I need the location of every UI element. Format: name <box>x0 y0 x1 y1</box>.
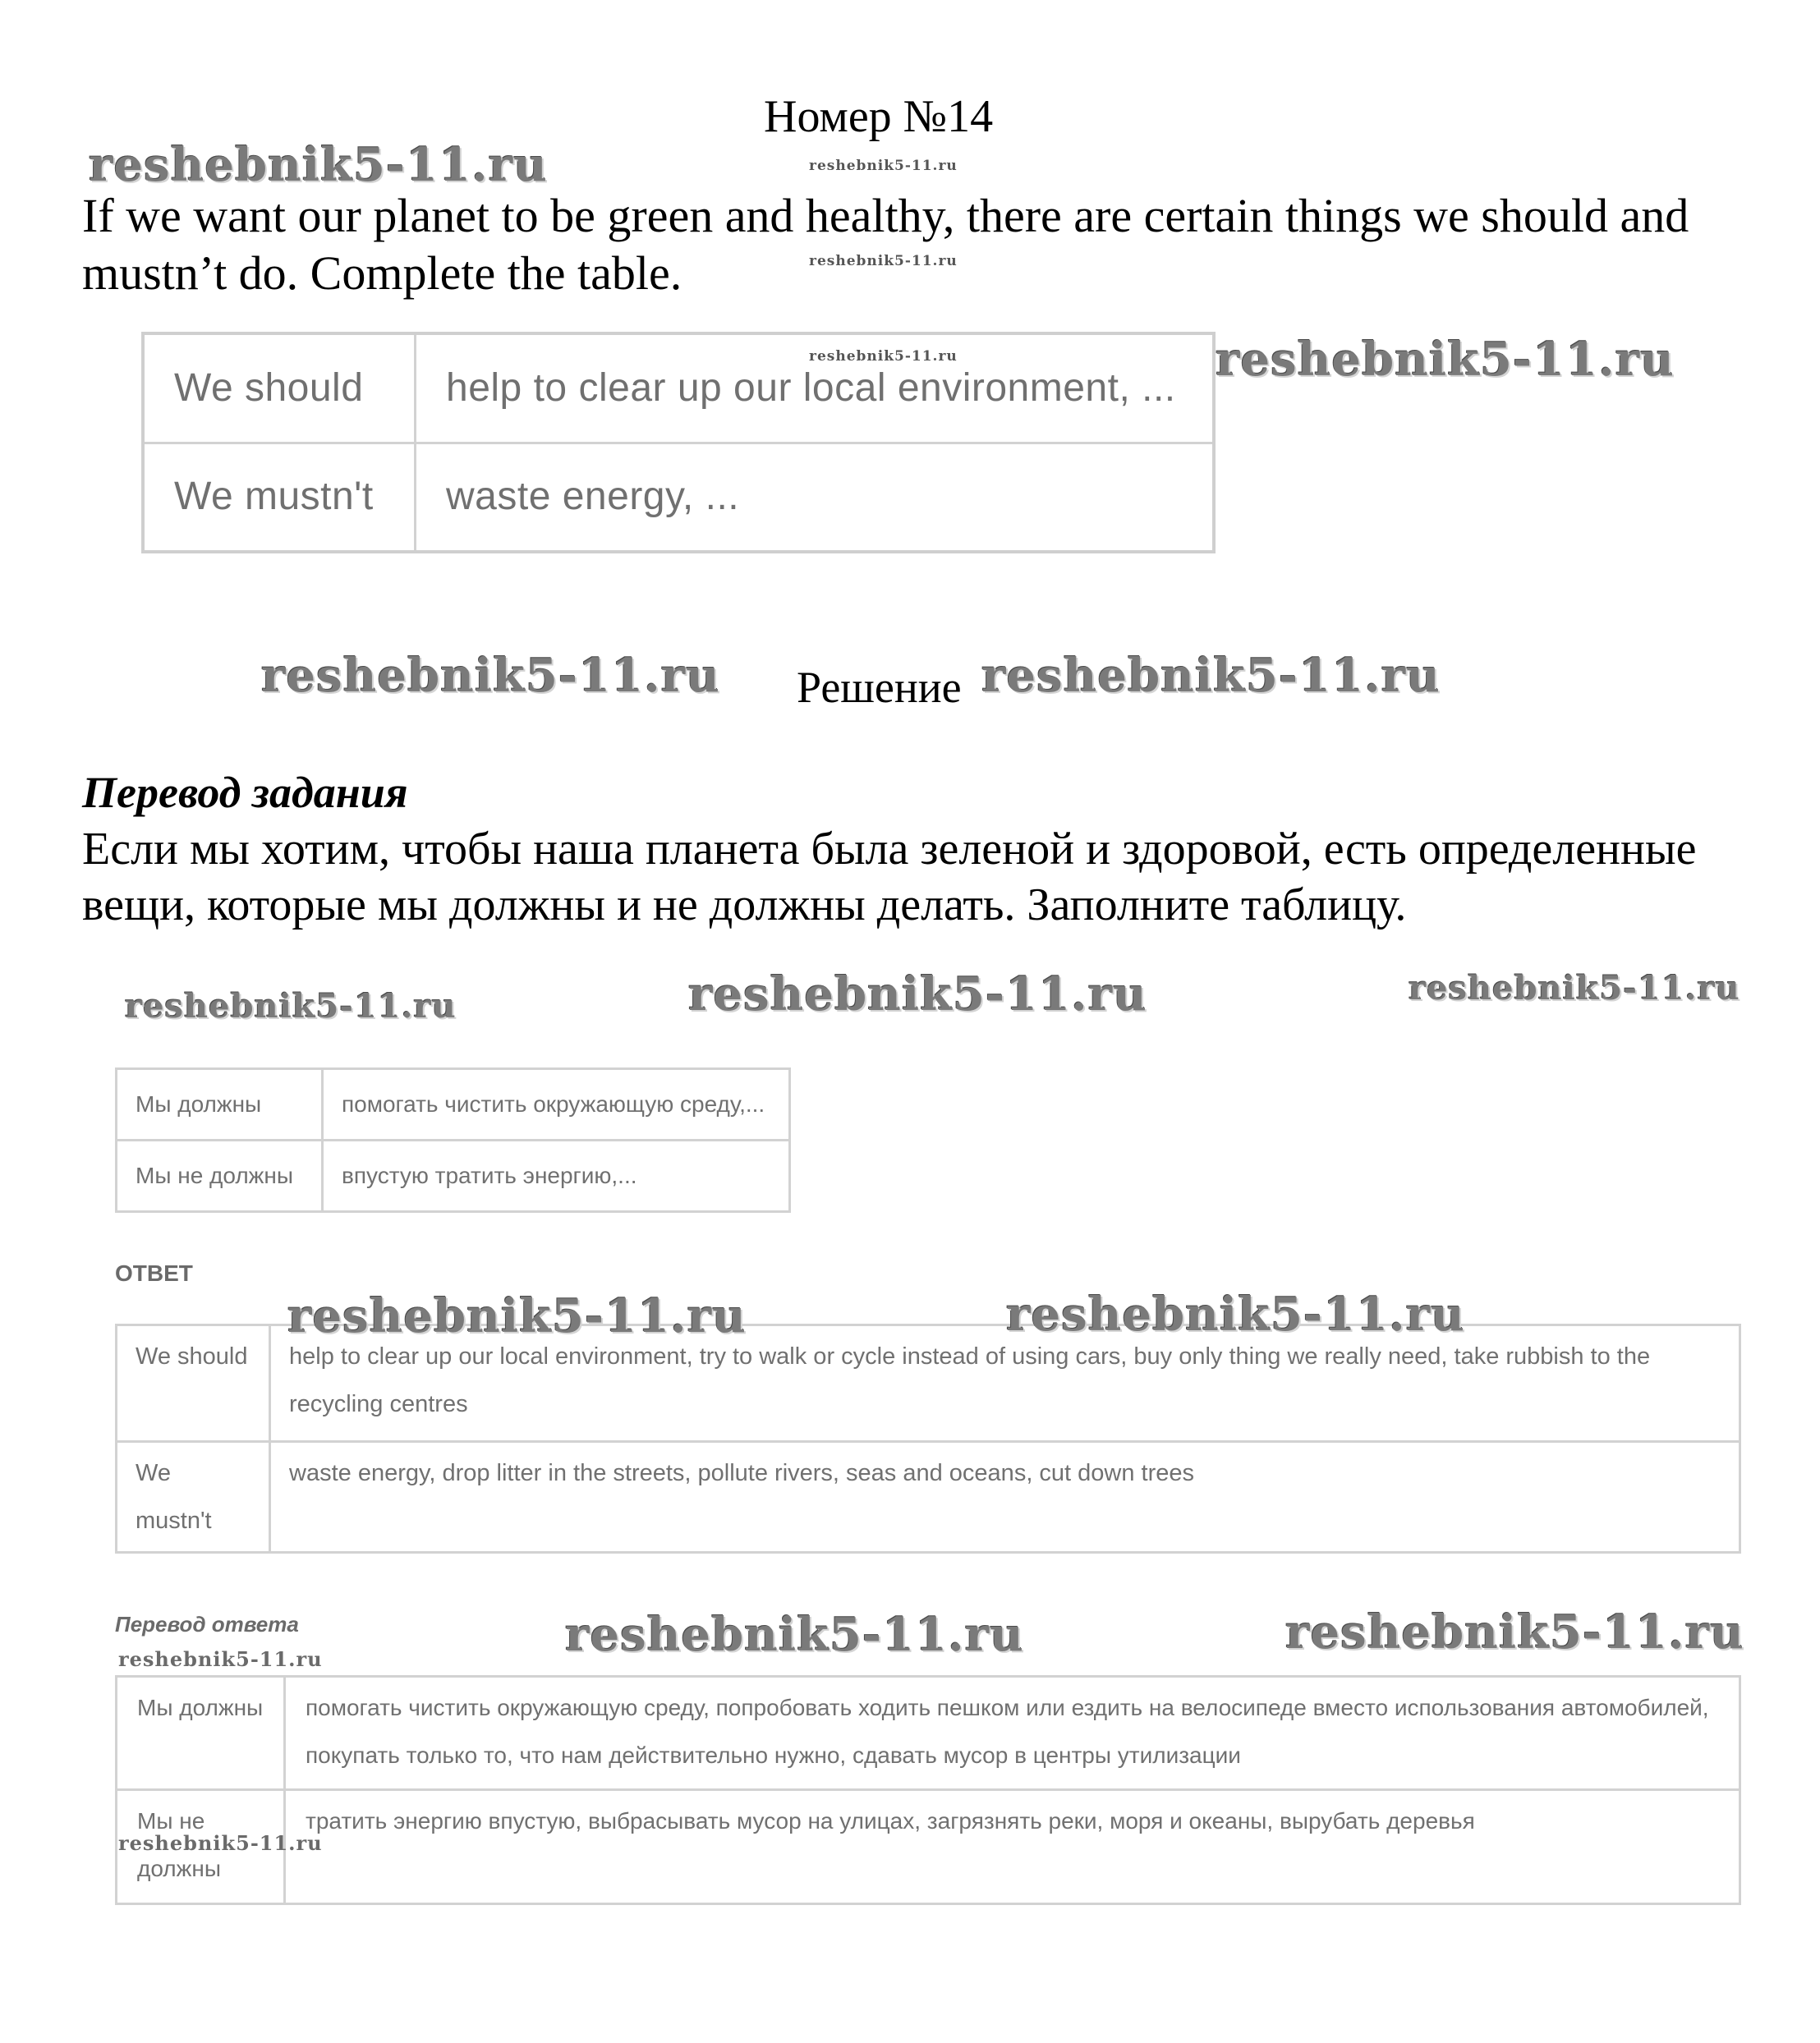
table-row <box>117 1790 1740 1904</box>
answer-table-en <box>115 1324 1741 1554</box>
row-text: help to clear up our local environment, try to walk or cycle instead of using cars, buy only thing we really need, take rubbish to the recycling centres <box>270 1325 1740 1442</box>
row-label: Мы не должны <box>117 1790 285 1904</box>
watermark: reshebnik5-11.ru <box>809 158 958 174</box>
row-text: waste energy, drop litter in the streets, pollute rivers, seas and oceans, cut down trees <box>270 1442 1740 1553</box>
answer-translation-label: Перевод ответа <box>115 1612 299 1637</box>
row-text: help to clear up our local environment, ... <box>416 333 1215 443</box>
row-label: Мы должны <box>117 1677 285 1790</box>
row-label: We should <box>117 1325 270 1442</box>
row-text: помогать чистить окружающую среду, попробовать ходить пешком или ездить на велосипеде вместо использования автомобилей, покупать только то, что нам действительно нужно, сдавать мусор в центры утилизации <box>285 1677 1740 1790</box>
table-row <box>117 1069 790 1141</box>
watermark: reshebnik5-11.ru <box>1006 1288 1465 1342</box>
watermark: reshebnik5-11.ru <box>809 348 958 365</box>
table-row <box>143 333 1214 443</box>
watermark: reshebnik5-11.ru <box>118 1647 323 1671</box>
row-text: waste energy, ... <box>416 443 1215 552</box>
watermark: reshebnik5-11.ru <box>809 253 958 269</box>
row-label: We mustn't <box>143 443 416 552</box>
table-row <box>117 1677 1740 1790</box>
watermark: reshebnik5-11.ru <box>1216 333 1675 387</box>
table-row <box>117 1141 790 1212</box>
row-label: Мы не должны <box>117 1141 323 1212</box>
translation-heading: Перевод задания <box>82 768 408 817</box>
watermark: reshebnik5-11.ru <box>89 138 548 192</box>
row-text: помогать чистить окружающую среду,... <box>323 1069 790 1141</box>
watermark: reshebnik5-11.ru <box>1285 1605 1744 1660</box>
row-text: впустую тратить энергию,... <box>323 1141 790 1212</box>
row-label: Мы должны <box>117 1069 323 1141</box>
page-title: Номер №14 <box>764 91 994 142</box>
table-row <box>117 1442 1740 1553</box>
watermark: reshebnik5-11.ru <box>287 1289 747 1343</box>
task-table-ru <box>115 1067 791 1213</box>
answer-label: ОТВЕТ <box>115 1260 193 1286</box>
watermark: reshebnik5-11.ru <box>688 967 1147 1022</box>
watermark: reshebnik5-11.ru <box>1409 969 1740 1008</box>
task-text-en: If we want our planet to be green and healthy, there are certain things we should and mustn’t do. Complete the table. <box>82 189 1689 300</box>
task-text-ru: Если мы хотим, чтобы наша планета была зеленой и здоровой, есть определенные вещи, которые мы должны и не должны делать. Заполните таблицу. <box>82 824 1697 930</box>
table-row <box>143 443 1214 552</box>
watermark: reshebnik5-11.ru <box>261 649 720 703</box>
watermark: reshebnik5-11.ru <box>565 1608 1024 1662</box>
task-table-en <box>141 332 1216 553</box>
row-label: We should <box>143 333 416 443</box>
answer-table-ru <box>115 1675 1741 1905</box>
row-text: тратить энергию впустую, выбрасывать мусор на улицах, загрязнять реки, моря и океаны, вырубать деревья <box>285 1790 1740 1904</box>
watermark: reshebnik5-11.ru <box>125 987 457 1026</box>
watermark: reshebnik5-11.ru <box>118 1831 323 1855</box>
watermark: reshebnik5-11.ru <box>981 649 1441 703</box>
row-label: We mustn't <box>117 1442 270 1553</box>
solution-label: Решение <box>797 663 962 712</box>
